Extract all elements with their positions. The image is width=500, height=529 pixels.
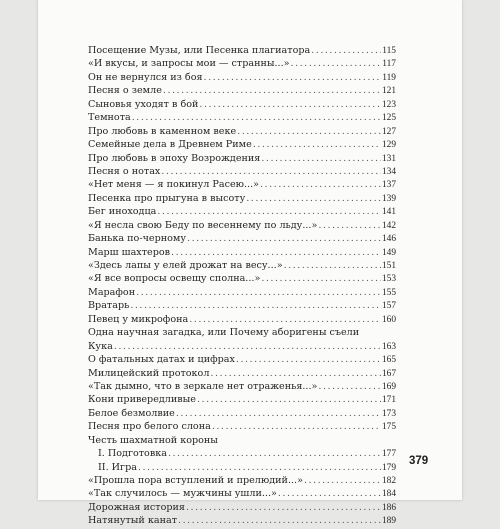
toc-entry-page: 182 [381, 476, 396, 486]
toc-entry-page: 142 [381, 220, 396, 231]
toc-entry [88, 501, 396, 514]
toc-entry-title: «Прошла пора вступлений и прелюдий...» [88, 475, 303, 486]
dot-leader [291, 57, 382, 70]
toc-entry-title: II. Игра [98, 461, 137, 473]
book-page [38, 0, 462, 527]
dot-leader [171, 246, 381, 259]
toc-entry [88, 259, 396, 272]
toc-entry [88, 420, 396, 433]
dot-leader [199, 98, 381, 111]
toc-entry [88, 447, 396, 460]
toc-entry-page: 189 [381, 516, 396, 527]
dot-leader [176, 407, 381, 420]
toc-entry-title: Милицейский протокол [88, 367, 210, 379]
dot-leader [204, 71, 382, 84]
toc-entry-title: «Так дымно, что в зеркале нет отраженья...» [88, 380, 318, 392]
dot-leader [237, 125, 381, 138]
dot-leader [318, 219, 381, 232]
dot-leader [130, 299, 381, 312]
toc-entry-title: Марш шахтеров [88, 246, 171, 258]
toc-entry-title: Банька по-черному [88, 233, 187, 245]
toc-entry-page: 165 [381, 355, 396, 366]
toc-entry-page: 177 [381, 449, 396, 460]
dot-leader [236, 353, 381, 366]
toc-entry-page: 117 [382, 59, 396, 70]
toc-entry-page: 169 [381, 381, 396, 392]
toc-entry [88, 219, 396, 232]
toc-entry [88, 44, 396, 57]
toc-entry [88, 111, 396, 124]
toc-entry-page: 115 [382, 46, 396, 56]
dot-leader [186, 501, 381, 514]
dot-leader [168, 447, 381, 460]
dot-leader [136, 286, 381, 299]
toc-entry-title: Кони привередливые [88, 394, 196, 406]
toc-entry [88, 407, 396, 420]
toc-entry-title: «И вкусы, и запросы мои — странны...» [88, 58, 290, 70]
toc-entry-page: 123 [381, 99, 396, 110]
toc-entry-page: 134 [381, 166, 396, 177]
toc-entry [88, 353, 396, 366]
toc-entry-title: «Так случилось — мужчины ушли...» [88, 488, 277, 500]
toc-entry-page: 160 [381, 314, 396, 325]
toc-entry [88, 286, 396, 299]
toc-entry [88, 272, 396, 285]
toc-entry-title: Натянутый канат [88, 515, 178, 527]
dot-leader [284, 259, 381, 272]
toc-entry-title: Певец у микрофона [88, 313, 189, 325]
toc-entry-title: Дорожная история [88, 501, 185, 513]
dot-leader [311, 44, 381, 57]
toc-entry [88, 313, 396, 326]
page-number: 379 [409, 455, 429, 467]
toc-entry [88, 434, 396, 447]
toc-entry [88, 299, 396, 312]
toc-entry-page: 184 [381, 489, 396, 500]
dot-leader [212, 420, 381, 433]
toc-entry [88, 514, 396, 527]
toc-entry [88, 152, 396, 165]
toc-entry [88, 461, 396, 474]
toc-entry-title: Одна научная загадка, или Почему аборигены съели [88, 327, 360, 339]
dot-leader [246, 192, 381, 205]
toc-entry-title: Песня про белого слона [88, 421, 211, 433]
dot-leader [189, 313, 381, 326]
dot-leader [261, 272, 381, 285]
toc-entry [88, 393, 396, 406]
toc-entry [88, 125, 396, 138]
toc-entry-page: 129 [381, 140, 396, 151]
dot-leader [253, 138, 381, 151]
toc-entry-page: 167 [381, 368, 396, 379]
toc-entry-title: Про любовь в эпоху Возрождения [88, 152, 261, 164]
dot-leader [304, 474, 381, 487]
toc-entry-title: Песня о нотах [88, 165, 161, 177]
toc-entry [88, 71, 396, 84]
toc-entry-title: Марафон [88, 286, 136, 298]
toc-entry [88, 178, 396, 191]
toc-entry-page: 173 [381, 408, 396, 419]
toc-entry-page: 171 [381, 395, 396, 406]
toc-entry-title: Песня о земле [88, 85, 162, 97]
dot-leader [138, 461, 381, 474]
toc-entry-title: Вратарь [88, 300, 130, 312]
toc-entry-page: 186 [381, 502, 396, 513]
toc-entry-page: 139 [381, 193, 396, 204]
dot-leader [161, 165, 381, 178]
dot-leader [260, 178, 381, 191]
toc-entry [88, 474, 396, 487]
toc-entry [88, 340, 396, 353]
toc-entry-title: Белое безмолвие [88, 407, 175, 419]
dot-leader [114, 340, 381, 353]
toc-entry-title: Семейные дела в Древнем Риме [88, 139, 252, 151]
toc-entry-page: 175 [381, 422, 396, 433]
toc-entry [88, 192, 396, 205]
toc-entry [88, 84, 396, 97]
toc-entry-title: Он не вернулся из боя [88, 71, 203, 83]
toc-entry-page: 146 [381, 234, 396, 245]
toc-entry-page: 127 [381, 126, 396, 137]
toc-entry [88, 165, 396, 178]
dot-leader [197, 393, 381, 406]
toc-entry-title: «Нет меня — я покинул Расею...» [88, 179, 259, 191]
toc-entry-title: «Я несла свою Беду по весеннему по льду...» [88, 219, 318, 231]
toc-entry-title: Песенка про прыгуна в высоту [88, 192, 246, 204]
toc-entry-title: Честь шахматной короны [88, 434, 218, 446]
toc-entry-title: «Я все вопросы освещу сполна...» [88, 273, 261, 285]
toc-entry-page: 125 [381, 113, 396, 124]
toc-entry-page: 155 [381, 287, 396, 298]
dot-leader [187, 232, 381, 245]
toc-entry-page: 179 [381, 462, 396, 473]
toc-entry-page: 121 [381, 86, 396, 97]
toc-entry-page: 119 [382, 72, 396, 83]
toc-entry-title: Сыновья уходят в бой [88, 98, 199, 110]
dot-leader [278, 487, 381, 500]
toc-entry-title: О фатальных датах и цифрах [88, 354, 235, 366]
table-of-contents [88, 44, 396, 528]
dot-leader [261, 152, 381, 165]
toc-entry-title: Про любовь в каменном веке [88, 125, 237, 137]
toc-entry [88, 380, 396, 393]
toc-entry-page: 153 [381, 274, 396, 285]
toc-entry-page: 163 [381, 341, 396, 352]
toc-entry-title: Посещение Музы, или Песенка плагиатора [88, 45, 311, 56]
toc-entry [88, 57, 396, 70]
dot-leader [157, 205, 381, 218]
toc-entry [88, 205, 396, 218]
toc-entry [88, 326, 396, 339]
dot-leader [210, 367, 381, 380]
dot-leader [318, 380, 381, 393]
toc-entry-title: «Здесь лапы у елей дрожат на весу...» [88, 260, 283, 271]
toc-entry-title: Темнота [88, 112, 131, 124]
toc-entry-page: 157 [381, 301, 396, 312]
toc-entry-title: Кука [88, 340, 113, 352]
toc-entry-page: 137 [381, 180, 396, 191]
toc-entry [88, 138, 396, 151]
toc-entry-page: 131 [381, 153, 396, 164]
toc-entry-title: I. Подготовка [98, 448, 167, 460]
dot-leader [178, 514, 381, 527]
toc-entry-page: 151 [381, 261, 396, 271]
dot-leader [132, 111, 381, 124]
toc-entry-page: 141 [381, 207, 396, 218]
toc-entry [88, 246, 396, 259]
toc-entry-title: Бег иноходца [88, 206, 157, 218]
toc-entry [88, 487, 396, 500]
toc-entry [88, 98, 396, 111]
toc-entry-page: 149 [381, 247, 396, 258]
toc-entry [88, 232, 396, 245]
toc-entry [88, 367, 396, 380]
dot-leader [163, 84, 381, 97]
